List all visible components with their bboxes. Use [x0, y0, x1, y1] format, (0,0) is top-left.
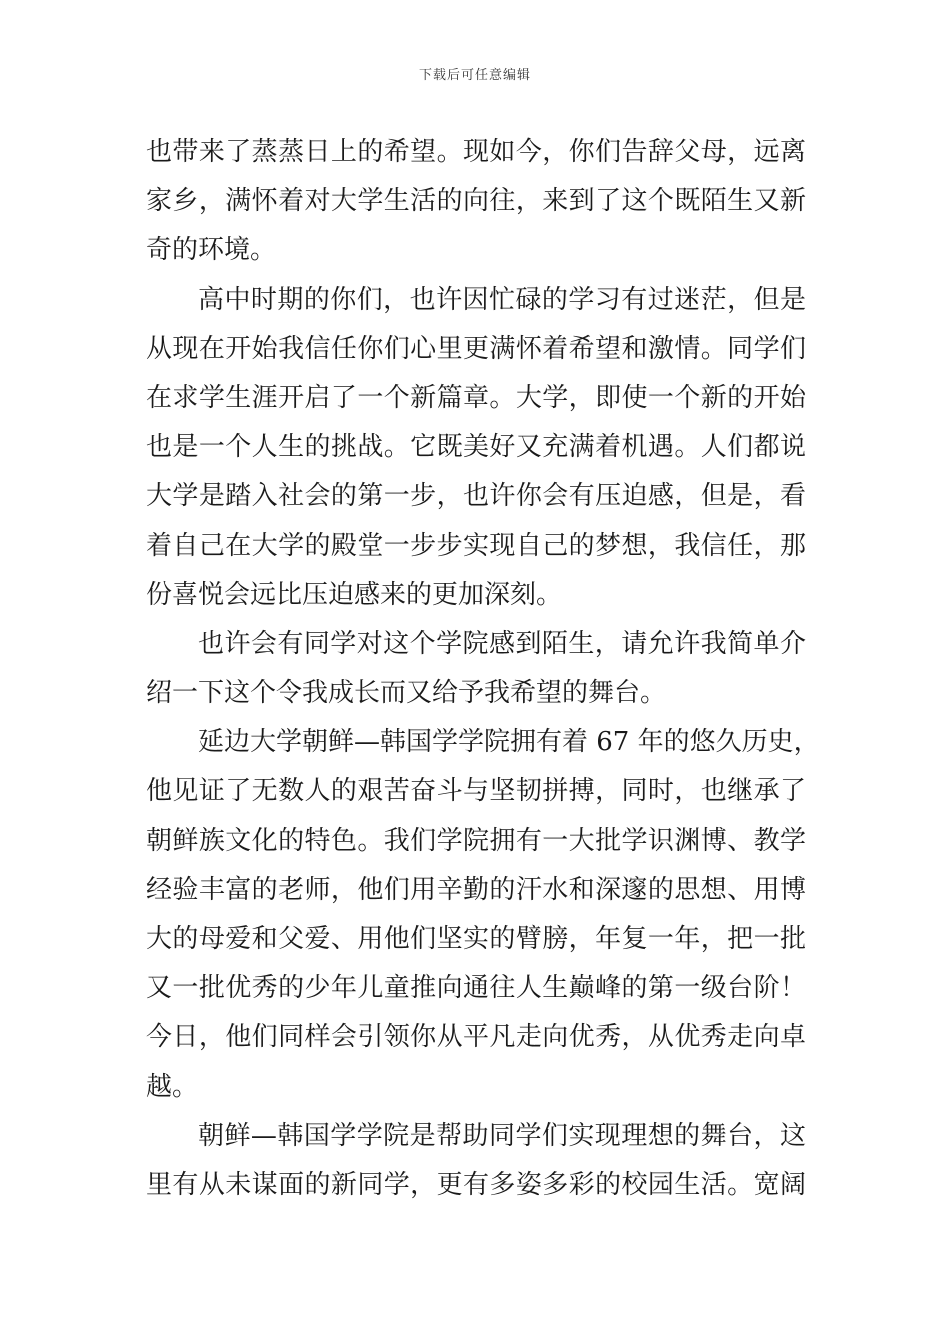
paragraph-first-line: 也许会有同学对这个学院感到陌生，请允许我简单介: [198, 628, 806, 659]
text-line: 里有从未谋面的新同学，更有多姿多彩的校园生活。宽阔: [146, 1169, 806, 1200]
text-line: 绍一下这个令我成长而又给予我希望的舞台。: [146, 678, 667, 709]
document-body: [146, 128, 820, 1210]
text-line: 大的母爱和父爱、用他们坚实的臂膀，年复一年，把一批: [146, 924, 806, 954]
text-line: 经验丰富的老师，他们用辛勤的汗水和深邃的思想、用博: [146, 874, 806, 905]
text-line: 今日，他们同样会引领你从平凡走向优秀，从优秀走向卓: [146, 1022, 806, 1053]
paragraph-first-line: 朝鲜—韩国学学院是帮助同学们实现理想的舞台，这: [198, 1120, 806, 1151]
paragraph-first-line: 高中时期的你们，也许因忙碌的学习有过迷茫，但是: [198, 284, 806, 315]
text-line: 又一批优秀的少年儿童推向通往人生巅峰的第一级台阶！: [146, 973, 806, 1004]
text-line: 着自己在大学的殿堂一步步实现自己的梦想，我信任，那: [146, 530, 806, 561]
text-line: 他见证了无数人的艰苦奋斗与坚韧拼搏，同时，也继承了: [146, 776, 806, 807]
text-line: 也带来了蒸蒸日上的希望。现如今，你们告辞父母，远离: [146, 137, 806, 167]
text-line: 朝鲜族文化的特色。我们学院拥有一大批学识渊博、教学: [146, 825, 806, 856]
text-line: 家乡，满怀着对大学生活的向往，来到了这个既陌生又新: [146, 186, 806, 217]
text-line: 也是一个人生的挑战。它既美好又充满着机遇。人们都说: [146, 432, 806, 463]
text-line: 在求学生涯开启了一个新篇章。大学，即使一个新的开始: [146, 382, 806, 413]
text-line: 份喜悦会远比压迫感来的更加深刻。: [146, 579, 563, 610]
text-line: 越。: [146, 1071, 199, 1102]
page-header: 下载后可任意编辑: [418, 68, 531, 83]
text-line: 奇的环境。: [146, 235, 277, 266]
text-line: 从现在开始我信任你们心里更满怀着希望和激情。同学们: [146, 333, 806, 364]
text-line: 大学是踏入社会的第一步，也许你会有压迫感，但是，看: [146, 481, 806, 512]
paragraph-first-line: 延边大学朝鲜—韩国学学院拥有着 67 年的悠久历史，: [198, 727, 820, 758]
